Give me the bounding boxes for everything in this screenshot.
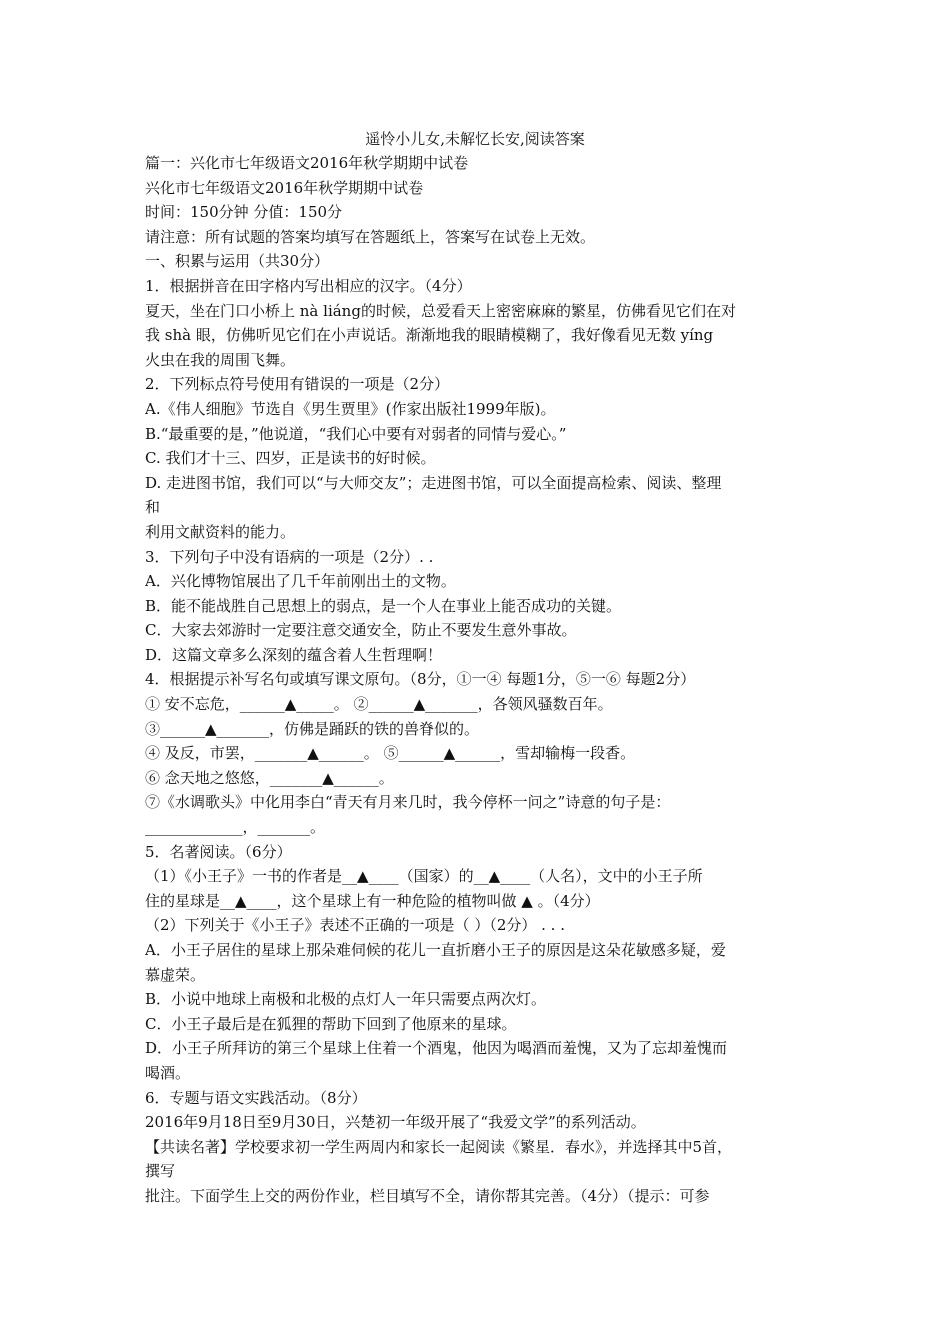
text-line: D. 走进图书馆，我们可以“与大师交友”；走进图书馆，可以全面提高检索、阅读、整理 [145, 473, 722, 492]
text-line: 慕虚荣。 [145, 965, 206, 984]
text-line: 利用文献资料的能力。 [145, 522, 296, 541]
text-line: 喝酒。 [145, 1063, 191, 1082]
text-line: 批注。下面学生上交的两份作业，栏目填写不全，请你帮其完善。（4分）（提示：可参 [145, 1186, 710, 1205]
text-line: 2016年9月18日至9月30日，兴楚初一年级开展了“我爱文学”的系列活动。 [145, 1113, 646, 1132]
text-line: 一、积累与运用（共30分） [145, 252, 330, 271]
text-line: 请注意：所有试题的答案均填写在答题纸上，答案写在试卷上无效。 [145, 227, 596, 246]
text-line: 4．根据提示补写名句或填写课文原句。（8分，①一④ 每题1分，⑤一⑥ 每题2分） [145, 670, 696, 689]
text-line: A．小王子居住的星球上那朵难伺候的花儿一直折磨小王子的原因是这朵花敏感多疑，爱 [145, 941, 726, 959]
text-line: 篇一：兴化市七年级语文2016年秋学期期中试卷 [145, 154, 469, 172]
text-line: ④ 及反，市罢，_______▲______。 ⑤______▲______，雪却输梅一段香。 [145, 744, 636, 763]
text-line: 2．下列标点符号使用有错误的一项是（2分） [145, 375, 450, 394]
text-line: B．能不能战胜自己思想上的弱点，是一个人在事业上能否成功的关键。 [145, 596, 622, 615]
text-line: B.“最重要的是，”他说道，“我们心中要有对弱者的同情与爱心。” [145, 424, 567, 443]
text-line: A．兴化博物馆展出了几千年前刚出土的文物。 [145, 572, 456, 591]
document-title: 遥怜小儿女,未解忆长安,阅读答案 [365, 130, 585, 148]
text-line: 兴化市七年级语文2016年秋学期期中试卷 [145, 178, 424, 197]
text-line: 3．下列句子中没有语病的一项是（2分）. . [145, 547, 434, 566]
text-line: 5．名著阅读。（6分） [145, 842, 292, 861]
text-line: C．大家去郊游时一定要注意交通安全，防止不要发生意外事故。 [145, 621, 577, 640]
text-line: （2）下列关于《小王子》表述不正确的一项是（ ）（2分） . . . [145, 916, 565, 935]
text-line: D．这篇文章多么深刻的蕴含着人生哲理啊！ [145, 645, 443, 664]
text-line: 夏天，坐在门口小桥上 nà liáng的时候，总爱看天上密密麻麻的繁星，仿佛看见它们在对 [145, 301, 736, 320]
text-line: 和 [145, 498, 161, 517]
text-line: C. 我们才十三、四岁，正是读书的好时候。 [145, 449, 436, 468]
text-line: ① 安不忘危，______▲_____。 ②______▲_______，各领风骚数百年。 [145, 695, 613, 714]
text-line: 【共读名著】学校要求初一学生两周内和家长一起阅读《繁星．春水》，并选择其中5首， [145, 1137, 733, 1156]
text-line: 1．根据拼音在田字格内写出相应的汉字。（4分） [145, 276, 472, 295]
text-line: _____________，_______。 [145, 818, 326, 837]
text-line: ③______▲_______，仿佛是踊跃的铁的兽脊似的。 [145, 719, 480, 738]
text-line: 6．专题与语文实践活动。（8分） [145, 1088, 367, 1107]
text-line: C．小王子最后是在狐狸的帮助下回到了他原来的星球。 [145, 1014, 517, 1033]
text-line: ⑥ 念天地之悠悠，_______▲______。 [145, 768, 394, 787]
text-line: 我 shà 眼，仿佛听见它们在小声说话。渐渐地我的眼睛模糊了，我好像看见无数 yíng [145, 326, 714, 345]
text-line: D．小王子所拜访的第三个星球上住着一个酒鬼，他因为喝酒而羞愧，又为了忘却羞愧而 [145, 1039, 728, 1058]
text-line: 火虫在我的周围飞舞。 [145, 350, 296, 369]
text-line: （1）《小王子》一书的作者是__▲____（国家）的__▲____（人名），文中的小王子所 [145, 867, 703, 886]
text-line: ⑦《水调歌头》中化用李白“青天有月来几时，我今停杯一问之”诗意的句子是： [145, 793, 671, 812]
text-line: 住的星球是__▲____，这个星球上有一种危险的植物叫做 ▲ 。（4分） [145, 891, 600, 910]
text-line: B．小说中地球上南极和北极的点灯人一年只需要点两次灯。 [145, 990, 547, 1009]
text-line: 时间：150分钟 分值：150分 [145, 203, 343, 222]
document-body [145, 151, 825, 1209]
text-line: 撰写 [145, 1162, 176, 1181]
text-line: A.《伟人细胞》节选自《男生贾里》(作家出版社1999年版)。 [145, 399, 556, 418]
